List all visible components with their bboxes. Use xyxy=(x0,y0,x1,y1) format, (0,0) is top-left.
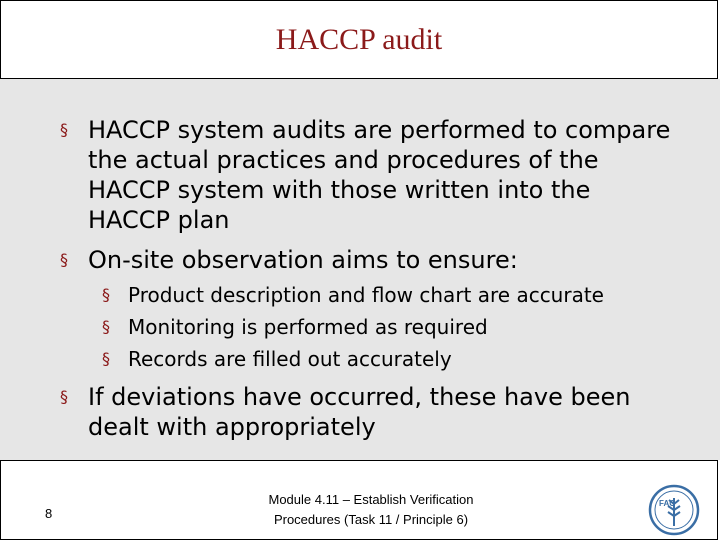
bullet-marker: § xyxy=(60,120,68,139)
bullet-item xyxy=(60,245,680,275)
module-caption-line: Module 4.11 – Establish Verification xyxy=(268,492,474,507)
bullet-marker: § xyxy=(60,250,68,269)
bullet-marker: § xyxy=(60,387,68,406)
footer xyxy=(0,460,718,540)
bullet-marker: § xyxy=(102,317,110,336)
sub-bullet-text: Product description and flow chart are accurate xyxy=(128,283,604,307)
bullet-marker: § xyxy=(102,285,110,304)
bullet-text: If deviations have occurred, these have been dealt with appropriately xyxy=(88,383,631,441)
module-caption xyxy=(201,490,541,530)
sub-bullet-text: Monitoring is performed as required xyxy=(128,315,488,339)
sub-bullet-item xyxy=(102,279,692,311)
bullet-text: HACCP system audits are performed to compare the actual practices and procedures of the HACCP system with those written into the HACCP plan xyxy=(88,116,671,234)
sub-bullet-text: Records are filled out accurately xyxy=(128,347,452,371)
bullet-item xyxy=(60,382,680,442)
logo-letter: FAO xyxy=(659,499,676,508)
fao-logo-icon xyxy=(648,484,700,536)
slide-title: HACCP audit xyxy=(275,23,443,56)
page-number: 8 xyxy=(45,506,53,521)
sub-bullet-item xyxy=(102,311,692,343)
bullet-marker: § xyxy=(102,349,110,368)
bullet-text: On-site observation aims to ensure: xyxy=(88,246,518,274)
bullet-item xyxy=(60,115,680,235)
title-bar xyxy=(0,0,718,79)
sub-bullet-item xyxy=(102,343,692,375)
module-caption-line: Procedures (Task 11 / Principle 6) xyxy=(273,512,469,527)
